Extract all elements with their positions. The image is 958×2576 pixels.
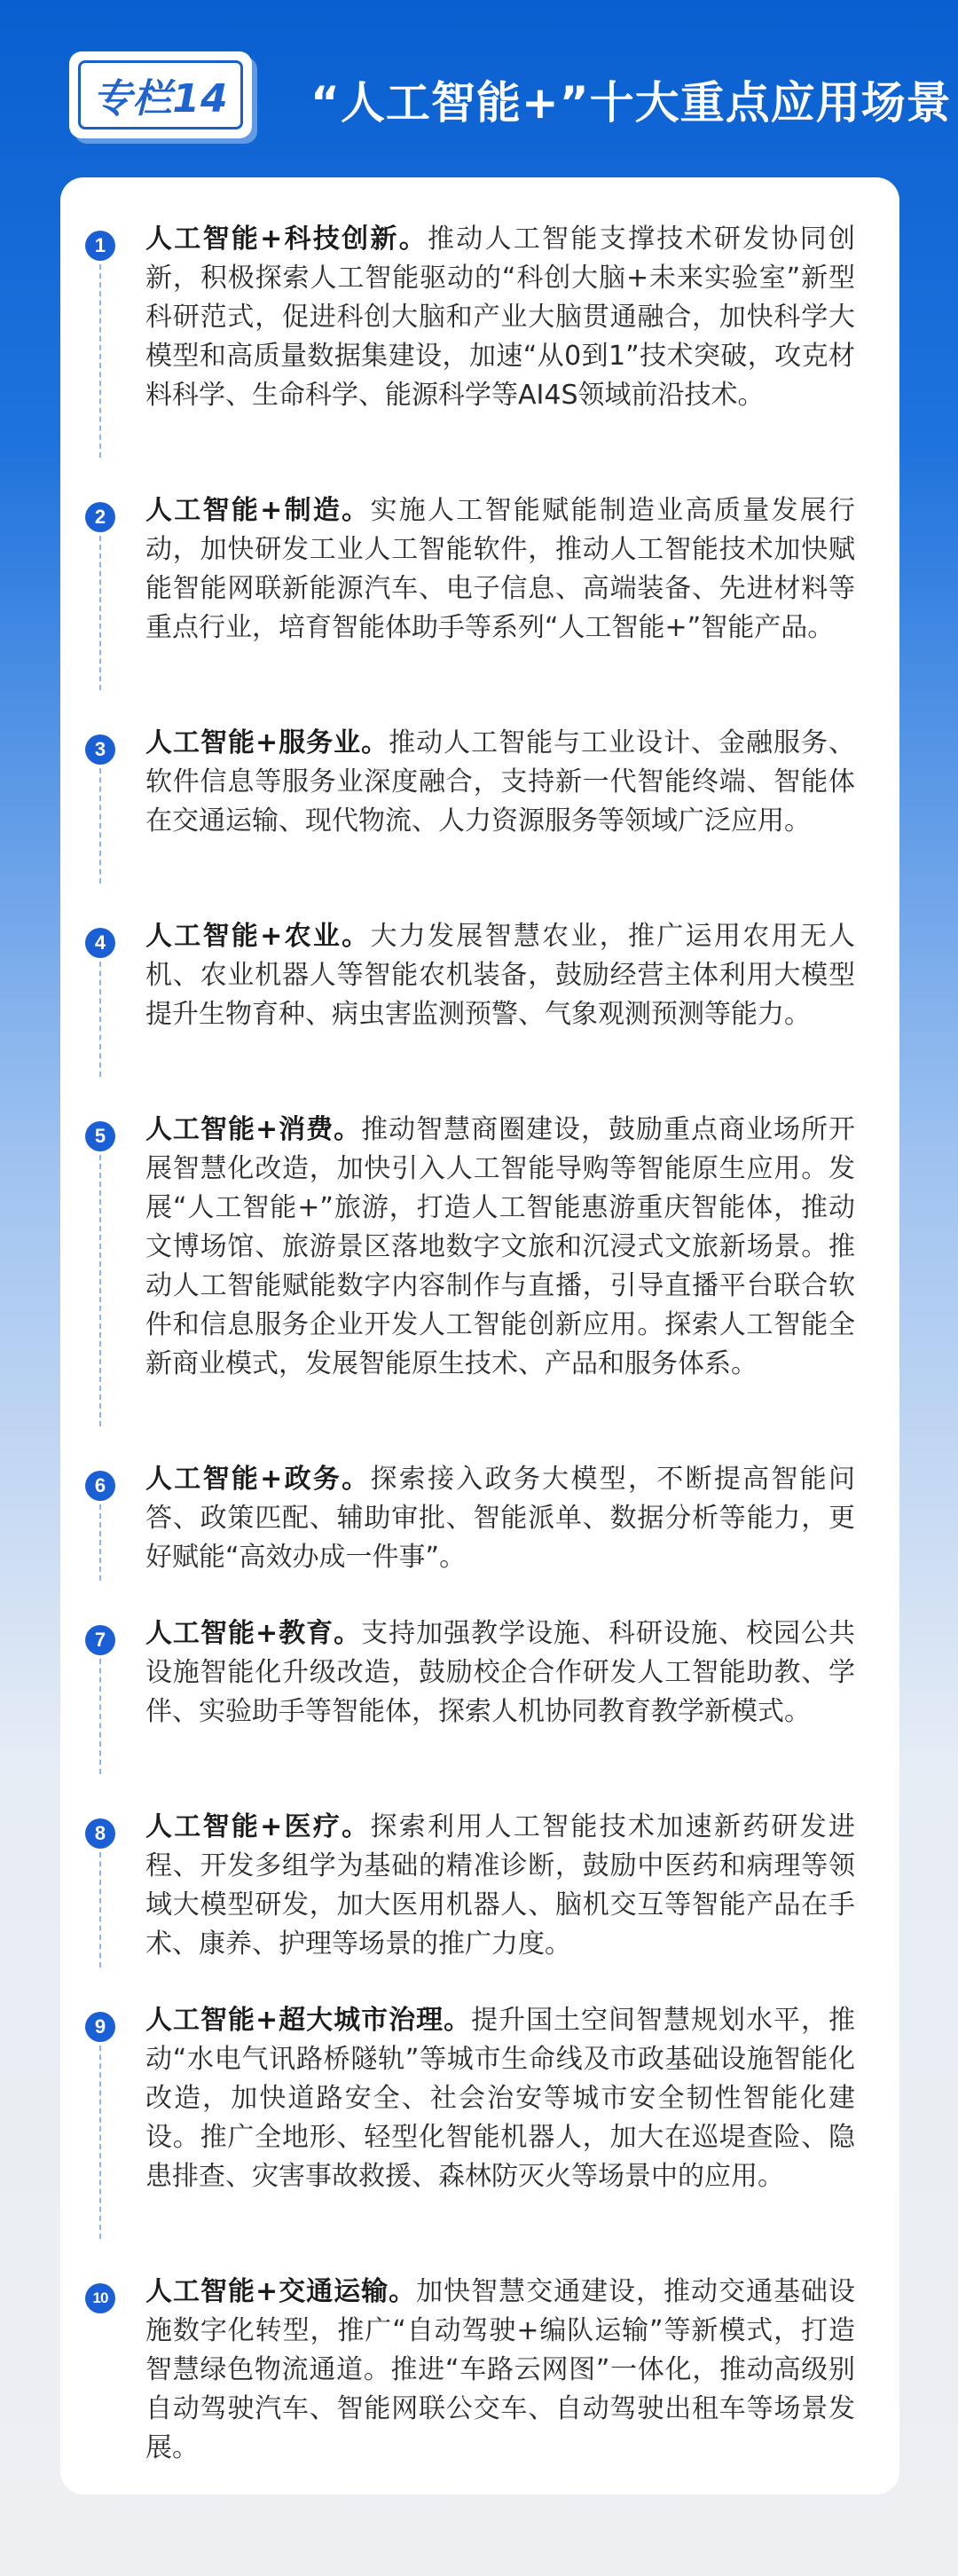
timeline-dash — [99, 536, 101, 690]
item-text — [145, 1808, 855, 1964]
item-number-badge: 6 — [85, 1471, 115, 1501]
item-heading: 人工智能+服务业。 — [145, 727, 389, 758]
timeline-dash — [99, 1504, 101, 1581]
timeline-dash — [99, 264, 101, 458]
item-heading: 人工智能+科技创新。 — [145, 224, 428, 255]
item-text — [145, 1614, 855, 1732]
item-heading: 人工智能+政务。 — [145, 1464, 371, 1495]
item-text — [145, 2273, 855, 2468]
item-number-badge: 2 — [85, 502, 115, 532]
content-card — [60, 177, 899, 2494]
item-body: 支持加强教学设施、科研设施、校园公共设施智能化升级改造，鼓励校企合作研发人工智能助教、学伴、实验助手等智能体，探索人机协同教育教学新模式。 — [145, 1618, 855, 1727]
timeline-dash — [99, 768, 101, 884]
timeline-dash — [99, 1155, 101, 1426]
item-heading: 人工智能+交通运输。 — [145, 2276, 417, 2307]
item-body: 探索利用人工智能技术加速新药研发进程、开发多组学为基础的精准诊断，鼓励中医药和病理等领域大模型研发，加大医用机器人、脑机交互等智能产品在手术、康养、护理等场景的推广力度。 — [145, 1811, 856, 1959]
item-text — [145, 2001, 855, 2196]
header — [0, 0, 958, 177]
timeline-dash — [99, 2046, 101, 2239]
item-body: 加快智慧交通建设，推动交通基础设施数字化转型，推广“自动驾驶+编队运输”等新模式，打造智慧绿色物流通道。推进“车路云网图”一体化，推动高级别自动驾驶汽车、智能网联公交车、自动驾驶出租车等场景发展。 — [145, 2276, 856, 2463]
item-body: 推动人工智能与工业设计、金融服务、软件信息等服务业深度融合，支持新一代智能终端、智能体在交通运输、现代物流、人力资源服务等领域广泛应用。 — [145, 727, 856, 836]
item-heading: 人工智能+制造。 — [145, 495, 371, 526]
item-body: 实施人工智能赋能制造业高质量发展行动，加快研发工业人工智能软件，推动人工智能技术加快赋能智能网联新能源汽车、电子信息、高端装备、先进材料等重点行业，培育智能体助手等系列“人工智能+”智能产品。 — [145, 495, 856, 643]
item-number-badge: 9 — [85, 2012, 115, 2042]
item-heading: 人工智能+超大城市治理。 — [145, 2005, 472, 2036]
item-heading: 人工智能+消费。 — [145, 1114, 362, 1145]
item-number-badge: 10 — [85, 2283, 115, 2313]
timeline-dash — [99, 1659, 101, 1774]
badge-label: 专栏14 — [92, 76, 229, 122]
item-text — [145, 220, 855, 415]
item-heading: 人工智能+教育。 — [145, 1618, 362, 1649]
item-number-badge: 3 — [85, 734, 115, 765]
item-number-badge: 4 — [85, 928, 115, 958]
item-body: 探索接入政务大模型，不断提高智能问答、政策匹配、辅助审批、智能派单、数据分析等能力，更好赋能“高效办成一件事”。 — [145, 1464, 856, 1573]
page-title: “人工智能+”十大重点应用场景 — [310, 77, 952, 129]
item-body: 推动智慧商圈建设，鼓励重点商业场所开展智慧化改造，加快引入人工智能导购等智能原生应用。发展“人工智能+”旅游，打造人工智能惠游重庆智能体，推动文博场馆、旅游景区落地数字文旅和沉浸式文旅新场景。推动人工智能赋能数字内容制作与直播，引导直播平台联合软件和信息服务企业开发人工智能创新应用。探索人工智能全新商业模式，发展智能原生技术、产品和服务体系。 — [145, 1114, 855, 1379]
item-body: 推动人工智能支撑技术研发协同创新，积极探索人工智能驱动的“科创大脑+未来实验室”新型科研范式，促进科创大脑和产业大脑贯通融合，加快科学大模型和高质量数据集建设，加速“从0到1”技术突破，攻克材料科学、生命科学、能源科学等AI4S领域前沿技术。 — [145, 224, 856, 411]
item-text — [145, 1460, 855, 1577]
item-text — [145, 1111, 855, 1384]
item-text — [145, 724, 855, 841]
item-heading: 人工智能+农业。 — [145, 921, 371, 952]
item-number-badge: 1 — [85, 231, 115, 261]
item-number-badge: 8 — [85, 1818, 115, 1849]
item-text — [145, 491, 855, 648]
timeline-dash — [99, 962, 101, 1077]
item-body: 大力发展智慧农业，推广运用农用无人机、农业机器人等智能农机装备，鼓励经营主体利用大模型提升生物育种、病虫害监测预警、气象观测预测等能力。 — [145, 921, 856, 1030]
item-text — [145, 917, 855, 1034]
item-number-badge: 7 — [85, 1625, 115, 1655]
item-body: 提升国土空间智慧规划水平，推动“水电气讯路桥隧轨”等城市生命线及市政基础设施智能化改造，加快道路安全、社会治安等城市安全韧性智能化建设。推广全地形、轻型化智能机器人，加大在巡堤查险、隐患排查、灾害事故救援、森林防灭火等场景中的应用。 — [145, 2005, 856, 2192]
item-number-badge: 5 — [85, 1121, 115, 1151]
item-heading: 人工智能+医疗。 — [145, 1811, 371, 1842]
column-badge — [69, 51, 252, 138]
timeline-dash — [99, 1852, 101, 1967]
